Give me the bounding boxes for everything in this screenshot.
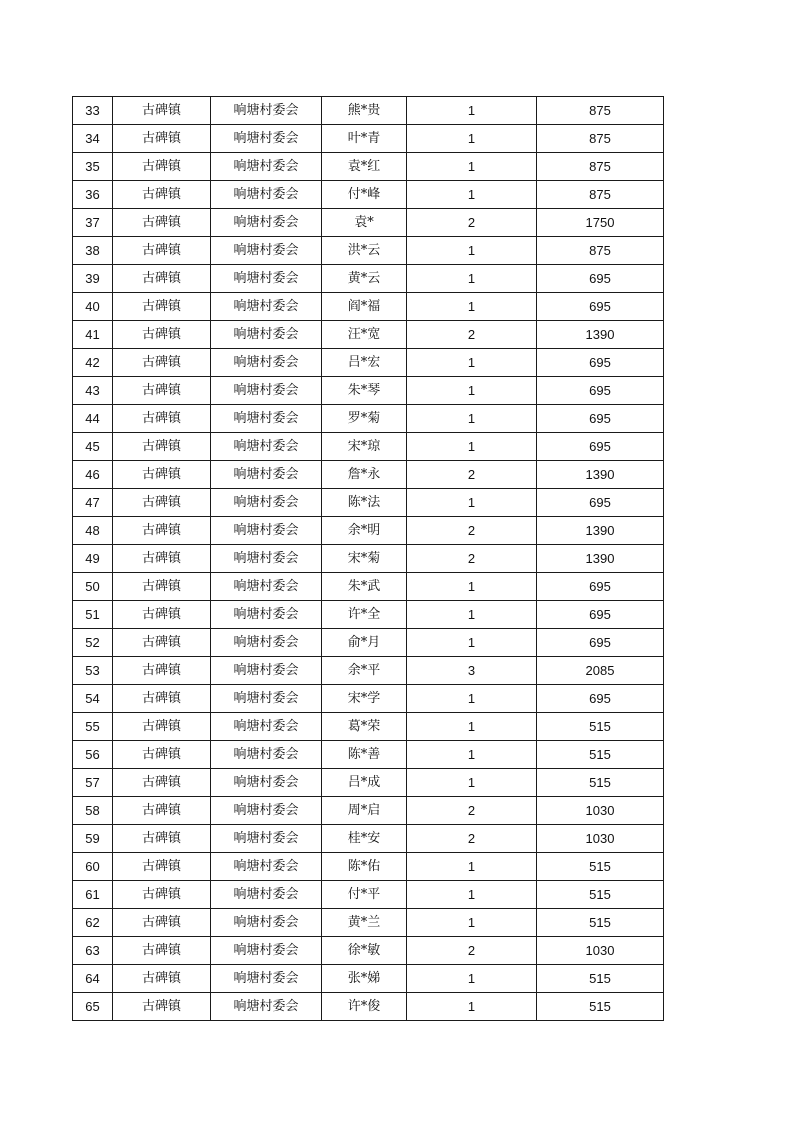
row-number-cell: 56: [73, 741, 113, 769]
amount-cell: 875: [537, 181, 664, 209]
row-number-cell: 41: [73, 321, 113, 349]
table-row: [73, 181, 664, 209]
row-number-cell: 45: [73, 433, 113, 461]
household-count-cell: 1: [407, 97, 537, 125]
row-number-cell: 64: [73, 965, 113, 993]
row-number-cell: 65: [73, 993, 113, 1021]
village-committee-cell: 响塘村委会: [211, 125, 322, 153]
town-cell: 古碑镇: [113, 97, 211, 125]
household-count-cell: 1: [407, 881, 537, 909]
town-cell: 古碑镇: [113, 741, 211, 769]
amount-cell: 515: [537, 713, 664, 741]
table-row: [73, 713, 664, 741]
person-name-cell: 叶*青: [322, 125, 407, 153]
person-name-cell: 罗*菊: [322, 405, 407, 433]
village-committee-cell: 响塘村委会: [211, 265, 322, 293]
household-count-cell: 1: [407, 349, 537, 377]
amount-cell: 1030: [537, 825, 664, 853]
village-committee-cell: 响塘村委会: [211, 965, 322, 993]
amount-cell: 695: [537, 489, 664, 517]
row-number-cell: 50: [73, 573, 113, 601]
amount-cell: 875: [537, 237, 664, 265]
table-row: [73, 97, 664, 125]
amount-cell: 875: [537, 153, 664, 181]
table-row: [73, 293, 664, 321]
table-row: [73, 517, 664, 545]
table-row: [73, 489, 664, 517]
person-name-cell: 余*平: [322, 657, 407, 685]
person-name-cell: 付*平: [322, 881, 407, 909]
amount-cell: 515: [537, 993, 664, 1021]
town-cell: 古碑镇: [113, 349, 211, 377]
table-row: [73, 209, 664, 237]
village-committee-cell: 响塘村委会: [211, 97, 322, 125]
household-count-cell: 1: [407, 125, 537, 153]
town-cell: 古碑镇: [113, 237, 211, 265]
person-name-cell: 袁*红: [322, 153, 407, 181]
person-name-cell: 宋*学: [322, 685, 407, 713]
row-number-cell: 57: [73, 769, 113, 797]
person-name-cell: 黄*云: [322, 265, 407, 293]
person-name-cell: 余*明: [322, 517, 407, 545]
town-cell: 古碑镇: [113, 657, 211, 685]
village-committee-cell: 响塘村委会: [211, 937, 322, 965]
town-cell: 古碑镇: [113, 797, 211, 825]
village-committee-cell: 响塘村委会: [211, 881, 322, 909]
village-committee-cell: 响塘村委会: [211, 321, 322, 349]
row-number-cell: 60: [73, 853, 113, 881]
village-committee-cell: 响塘村委会: [211, 769, 322, 797]
town-cell: 古碑镇: [113, 153, 211, 181]
amount-cell: 515: [537, 965, 664, 993]
table-row: [73, 349, 664, 377]
row-number-cell: 36: [73, 181, 113, 209]
village-committee-cell: 响塘村委会: [211, 685, 322, 713]
household-count-cell: 2: [407, 937, 537, 965]
row-number-cell: 43: [73, 377, 113, 405]
row-number-cell: 48: [73, 517, 113, 545]
amount-cell: 1390: [537, 461, 664, 489]
household-count-cell: 1: [407, 965, 537, 993]
person-name-cell: 袁*: [322, 209, 407, 237]
person-name-cell: 洪*云: [322, 237, 407, 265]
town-cell: 古碑镇: [113, 573, 211, 601]
village-committee-cell: 响塘村委会: [211, 545, 322, 573]
person-name-cell: 汪*宽: [322, 321, 407, 349]
table-row: [73, 769, 664, 797]
row-number-cell: 54: [73, 685, 113, 713]
amount-cell: 1030: [537, 797, 664, 825]
household-count-cell: 1: [407, 489, 537, 517]
household-count-cell: 2: [407, 321, 537, 349]
table-row: [73, 545, 664, 573]
row-number-cell: 47: [73, 489, 113, 517]
amount-cell: 695: [537, 293, 664, 321]
village-committee-cell: 响塘村委会: [211, 713, 322, 741]
household-count-cell: 1: [407, 237, 537, 265]
person-name-cell: 陈*法: [322, 489, 407, 517]
amount-cell: 875: [537, 97, 664, 125]
town-cell: 古碑镇: [113, 853, 211, 881]
town-cell: 古碑镇: [113, 629, 211, 657]
household-count-cell: 1: [407, 377, 537, 405]
household-count-cell: 1: [407, 713, 537, 741]
town-cell: 古碑镇: [113, 601, 211, 629]
town-cell: 古碑镇: [113, 993, 211, 1021]
household-count-cell: 1: [407, 433, 537, 461]
household-count-cell: 2: [407, 797, 537, 825]
amount-cell: 1390: [537, 321, 664, 349]
row-number-cell: 38: [73, 237, 113, 265]
roster-table: [72, 96, 664, 1021]
household-count-cell: 2: [407, 461, 537, 489]
household-count-cell: 1: [407, 993, 537, 1021]
row-number-cell: 40: [73, 293, 113, 321]
row-number-cell: 61: [73, 881, 113, 909]
table-row: [73, 937, 664, 965]
amount-cell: 695: [537, 349, 664, 377]
row-number-cell: 52: [73, 629, 113, 657]
person-name-cell: 吕*成: [322, 769, 407, 797]
village-committee-cell: 响塘村委会: [211, 405, 322, 433]
table-row: [73, 405, 664, 433]
amount-cell: 515: [537, 853, 664, 881]
town-cell: 古碑镇: [113, 937, 211, 965]
amount-cell: 515: [537, 741, 664, 769]
household-count-cell: 2: [407, 825, 537, 853]
person-name-cell: 付*峰: [322, 181, 407, 209]
household-count-cell: 1: [407, 629, 537, 657]
household-count-cell: 1: [407, 741, 537, 769]
town-cell: 古碑镇: [113, 433, 211, 461]
village-committee-cell: 响塘村委会: [211, 433, 322, 461]
person-name-cell: 葛*荣: [322, 713, 407, 741]
person-name-cell: 许*全: [322, 601, 407, 629]
amount-cell: 515: [537, 769, 664, 797]
village-committee-cell: 响塘村委会: [211, 237, 322, 265]
amount-cell: 695: [537, 685, 664, 713]
amount-cell: 695: [537, 573, 664, 601]
village-committee-cell: 响塘村委会: [211, 517, 322, 545]
person-name-cell: 黄*兰: [322, 909, 407, 937]
row-number-cell: 51: [73, 601, 113, 629]
table-row: [73, 629, 664, 657]
household-count-cell: 1: [407, 685, 537, 713]
row-number-cell: 59: [73, 825, 113, 853]
town-cell: 古碑镇: [113, 713, 211, 741]
village-committee-cell: 响塘村委会: [211, 377, 322, 405]
household-count-cell: 2: [407, 545, 537, 573]
village-committee-cell: 响塘村委会: [211, 601, 322, 629]
town-cell: 古碑镇: [113, 489, 211, 517]
row-number-cell: 55: [73, 713, 113, 741]
town-cell: 古碑镇: [113, 377, 211, 405]
household-count-cell: 1: [407, 265, 537, 293]
person-name-cell: 詹*永: [322, 461, 407, 489]
town-cell: 古碑镇: [113, 909, 211, 937]
amount-cell: 1750: [537, 209, 664, 237]
table-row: [73, 797, 664, 825]
row-number-cell: 44: [73, 405, 113, 433]
table-row: [73, 741, 664, 769]
village-committee-cell: 响塘村委会: [211, 293, 322, 321]
table-row: [73, 125, 664, 153]
row-number-cell: 39: [73, 265, 113, 293]
town-cell: 古碑镇: [113, 769, 211, 797]
table-row: [73, 601, 664, 629]
person-name-cell: 周*启: [322, 797, 407, 825]
person-name-cell: 朱*琴: [322, 377, 407, 405]
person-name-cell: 桂*安: [322, 825, 407, 853]
person-name-cell: 许*俊: [322, 993, 407, 1021]
town-cell: 古碑镇: [113, 125, 211, 153]
town-cell: 古碑镇: [113, 965, 211, 993]
town-cell: 古碑镇: [113, 265, 211, 293]
amount-cell: 515: [537, 909, 664, 937]
row-number-cell: 63: [73, 937, 113, 965]
village-committee-cell: 响塘村委会: [211, 461, 322, 489]
amount-cell: 695: [537, 377, 664, 405]
village-committee-cell: 响塘村委会: [211, 797, 322, 825]
row-number-cell: 46: [73, 461, 113, 489]
village-committee-cell: 响塘村委会: [211, 909, 322, 937]
town-cell: 古碑镇: [113, 181, 211, 209]
amount-cell: 875: [537, 125, 664, 153]
household-count-cell: 1: [407, 181, 537, 209]
table-row: [73, 825, 664, 853]
table-row: [73, 657, 664, 685]
amount-cell: 695: [537, 629, 664, 657]
person-name-cell: 张*娣: [322, 965, 407, 993]
table-row: [73, 153, 664, 181]
table-row: [73, 377, 664, 405]
table-row: [73, 993, 664, 1021]
roster-table-body: [73, 97, 664, 1021]
amount-cell: 1390: [537, 517, 664, 545]
village-committee-cell: 响塘村委会: [211, 657, 322, 685]
row-number-cell: 42: [73, 349, 113, 377]
household-count-cell: 1: [407, 601, 537, 629]
household-count-cell: 1: [407, 853, 537, 881]
amount-cell: 695: [537, 601, 664, 629]
village-committee-cell: 响塘村委会: [211, 181, 322, 209]
person-name-cell: 宋*琼: [322, 433, 407, 461]
amount-cell: 515: [537, 881, 664, 909]
row-number-cell: 49: [73, 545, 113, 573]
table-row: [73, 461, 664, 489]
person-name-cell: 陈*善: [322, 741, 407, 769]
person-name-cell: 宋*菊: [322, 545, 407, 573]
household-count-cell: 1: [407, 573, 537, 601]
town-cell: 古碑镇: [113, 545, 211, 573]
table-row: [73, 853, 664, 881]
table-row: [73, 321, 664, 349]
village-committee-cell: 响塘村委会: [211, 993, 322, 1021]
household-count-cell: 2: [407, 209, 537, 237]
person-name-cell: 阎*福: [322, 293, 407, 321]
town-cell: 古碑镇: [113, 685, 211, 713]
person-name-cell: 陈*佑: [322, 853, 407, 881]
table-row: [73, 265, 664, 293]
person-name-cell: 徐*敏: [322, 937, 407, 965]
town-cell: 古碑镇: [113, 825, 211, 853]
household-count-cell: 1: [407, 909, 537, 937]
person-name-cell: 朱*武: [322, 573, 407, 601]
village-committee-cell: 响塘村委会: [211, 825, 322, 853]
village-committee-cell: 响塘村委会: [211, 629, 322, 657]
row-number-cell: 62: [73, 909, 113, 937]
person-name-cell: 熊*贵: [322, 97, 407, 125]
table-row: [73, 237, 664, 265]
town-cell: 古碑镇: [113, 881, 211, 909]
row-number-cell: 33: [73, 97, 113, 125]
household-count-cell: 1: [407, 405, 537, 433]
town-cell: 古碑镇: [113, 209, 211, 237]
amount-cell: 1390: [537, 545, 664, 573]
household-count-cell: 1: [407, 153, 537, 181]
amount-cell: 695: [537, 405, 664, 433]
village-committee-cell: 响塘村委会: [211, 489, 322, 517]
table-row: [73, 881, 664, 909]
row-number-cell: 34: [73, 125, 113, 153]
village-committee-cell: 响塘村委会: [211, 209, 322, 237]
table-row: [73, 573, 664, 601]
person-name-cell: 俞*月: [322, 629, 407, 657]
amount-cell: 695: [537, 265, 664, 293]
village-committee-cell: 响塘村委会: [211, 741, 322, 769]
table-row: [73, 965, 664, 993]
person-name-cell: 吕*宏: [322, 349, 407, 377]
household-count-cell: 1: [407, 293, 537, 321]
amount-cell: 1030: [537, 937, 664, 965]
town-cell: 古碑镇: [113, 321, 211, 349]
household-count-cell: 2: [407, 517, 537, 545]
table-row: [73, 909, 664, 937]
household-count-cell: 1: [407, 769, 537, 797]
row-number-cell: 35: [73, 153, 113, 181]
town-cell: 古碑镇: [113, 517, 211, 545]
village-committee-cell: 响塘村委会: [211, 573, 322, 601]
document-page: [72, 96, 664, 1021]
town-cell: 古碑镇: [113, 293, 211, 321]
amount-cell: 695: [537, 433, 664, 461]
row-number-cell: 53: [73, 657, 113, 685]
table-row: [73, 685, 664, 713]
amount-cell: 2085: [537, 657, 664, 685]
household-count-cell: 3: [407, 657, 537, 685]
town-cell: 古碑镇: [113, 405, 211, 433]
town-cell: 古碑镇: [113, 461, 211, 489]
village-committee-cell: 响塘村委会: [211, 349, 322, 377]
village-committee-cell: 响塘村委会: [211, 853, 322, 881]
village-committee-cell: 响塘村委会: [211, 153, 322, 181]
row-number-cell: 37: [73, 209, 113, 237]
row-number-cell: 58: [73, 797, 113, 825]
table-row: [73, 433, 664, 461]
